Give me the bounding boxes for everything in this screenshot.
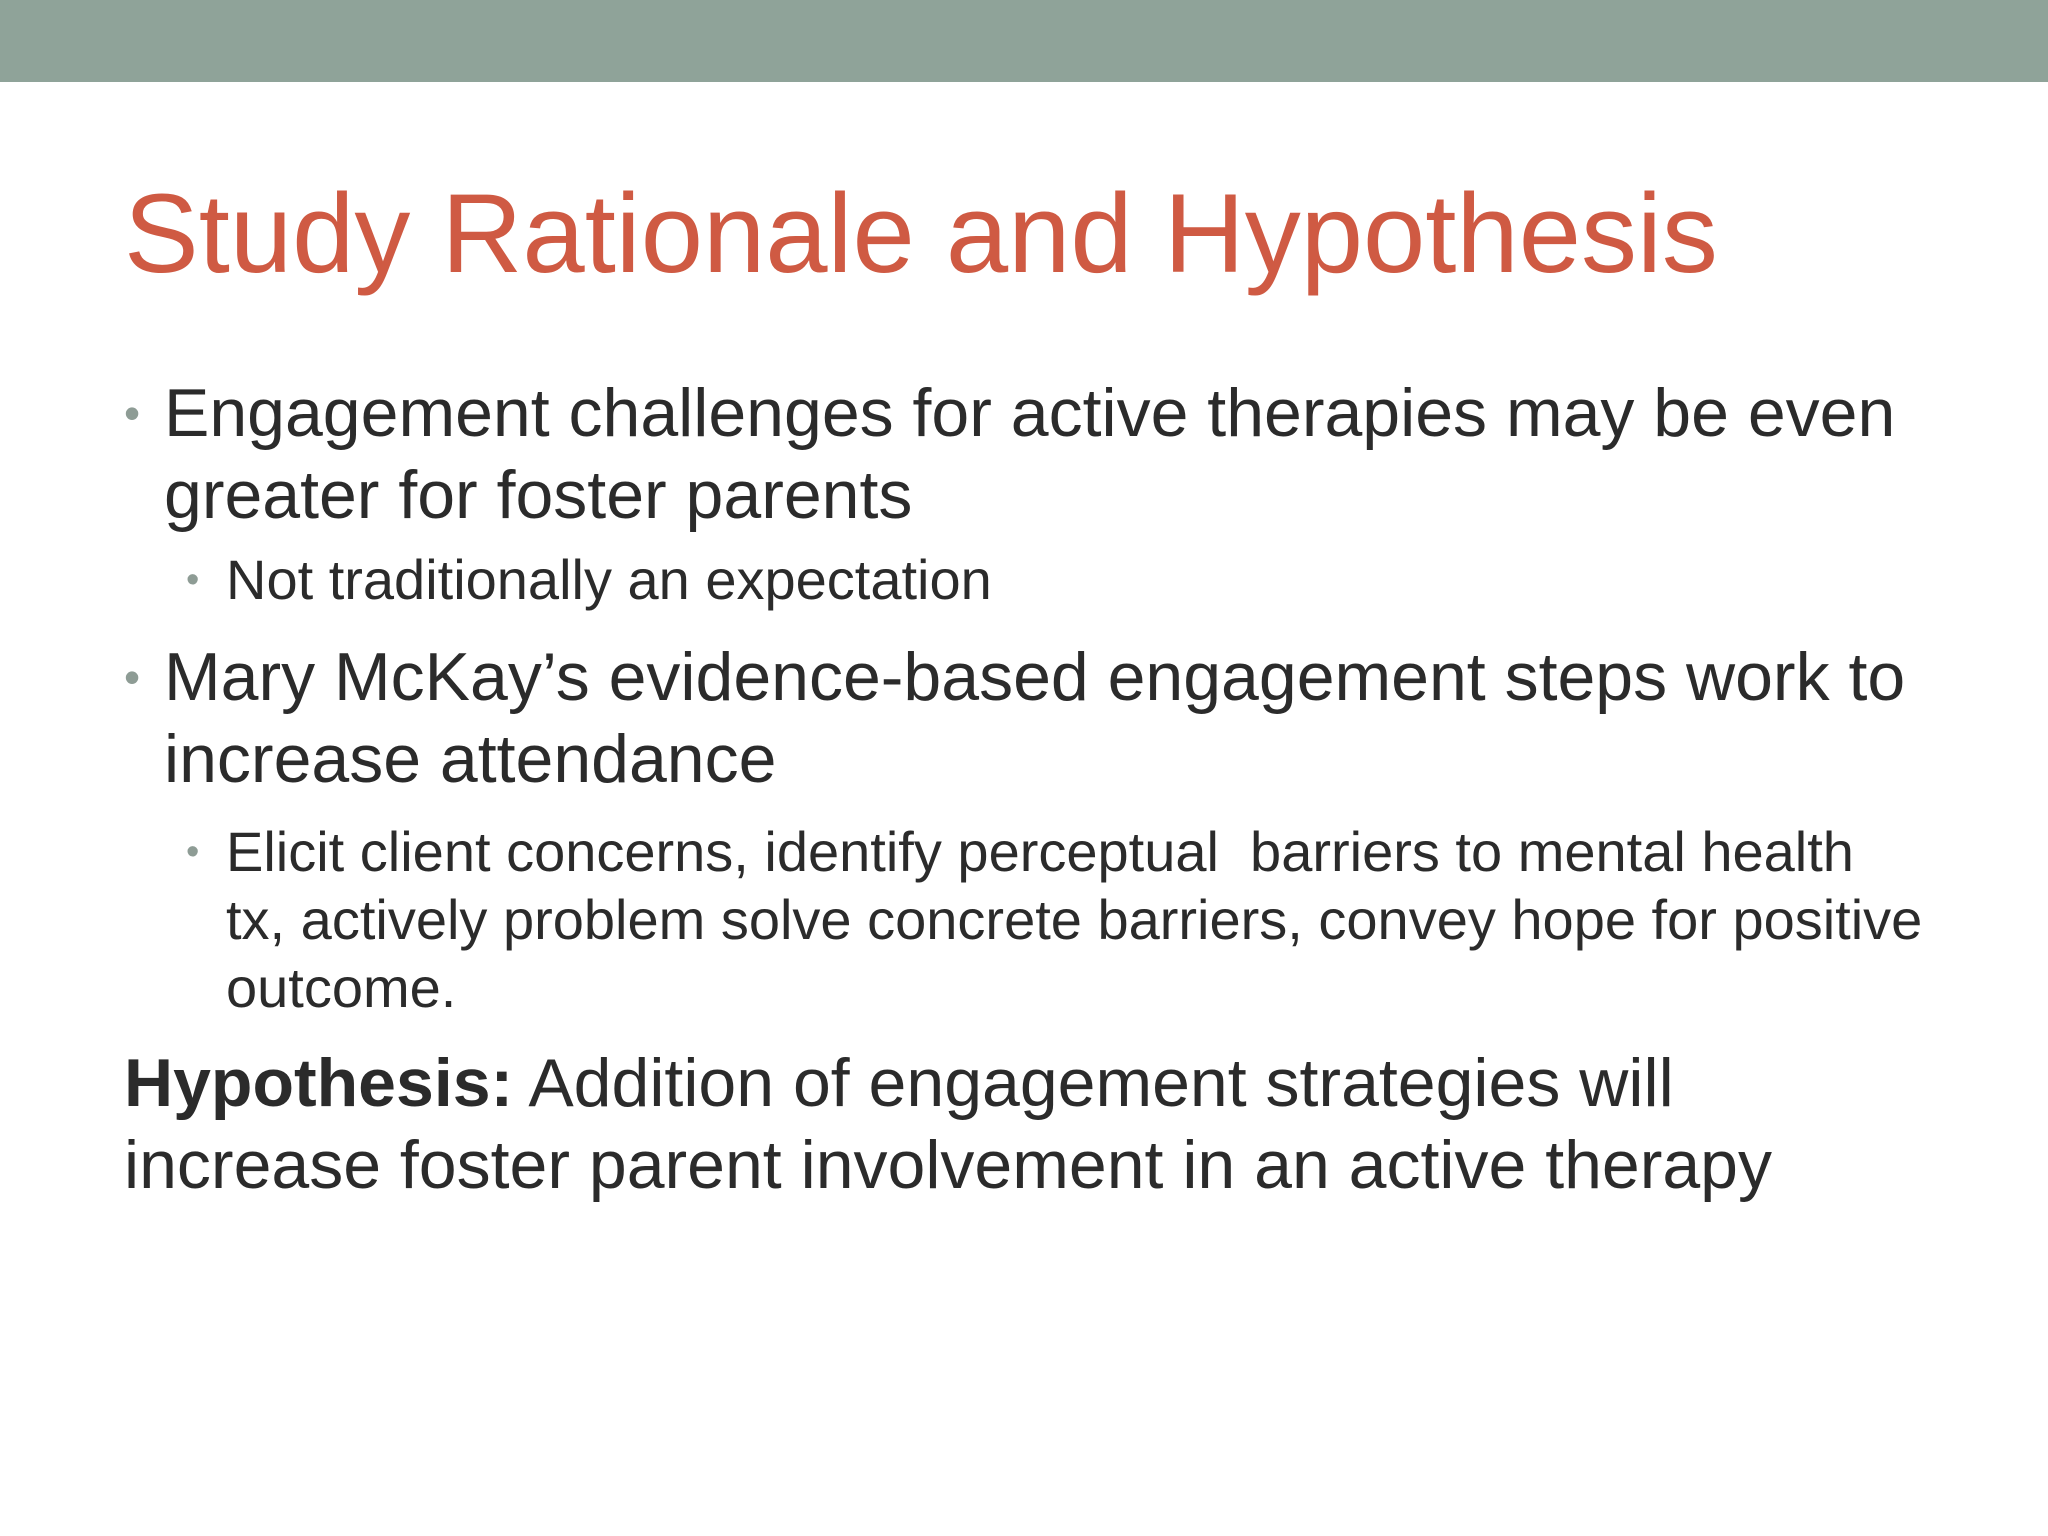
bullet-dot-icon: • — [124, 387, 141, 439]
sub-bullet-engagement-steps — [164, 818, 1938, 1022]
sub-bullet-text: Elicit client concerns, identify perceptual barriers to mental health tx, actively problem solve concrete barriers, convey hope for positive outcome. — [226, 820, 1938, 1019]
bullet-text: Mary McKay’s evidence-based engagement steps work to increase attendance — [164, 639, 1906, 797]
sub-bullet-dot-icon: • — [186, 559, 200, 601]
hypothesis-text: Addition of engagement strategies will increase foster parent involvement in an active therapy — [124, 1045, 1773, 1203]
bullet-mckay-steps — [124, 636, 1924, 800]
sub-bullet-text: Not traditionally an expectation — [226, 548, 992, 611]
top-accent-bar — [0, 0, 2048, 82]
sub-bullet-not-traditional — [164, 546, 1924, 614]
bullet-text: Engagement challenges for active therapies may be even greater for foster parents — [164, 375, 1896, 533]
bullet-engagement-challenges — [124, 372, 1924, 536]
hypothesis-label: Hypothesis: — [124, 1045, 514, 1121]
slide-body — [124, 372, 1938, 1206]
slide-title: Study Rationale and Hypothesis — [124, 171, 1718, 296]
sub-bullet-dot-icon: • — [186, 831, 200, 873]
bullet-dot-icon: • — [124, 651, 141, 703]
hypothesis-statement — [124, 1042, 1924, 1206]
